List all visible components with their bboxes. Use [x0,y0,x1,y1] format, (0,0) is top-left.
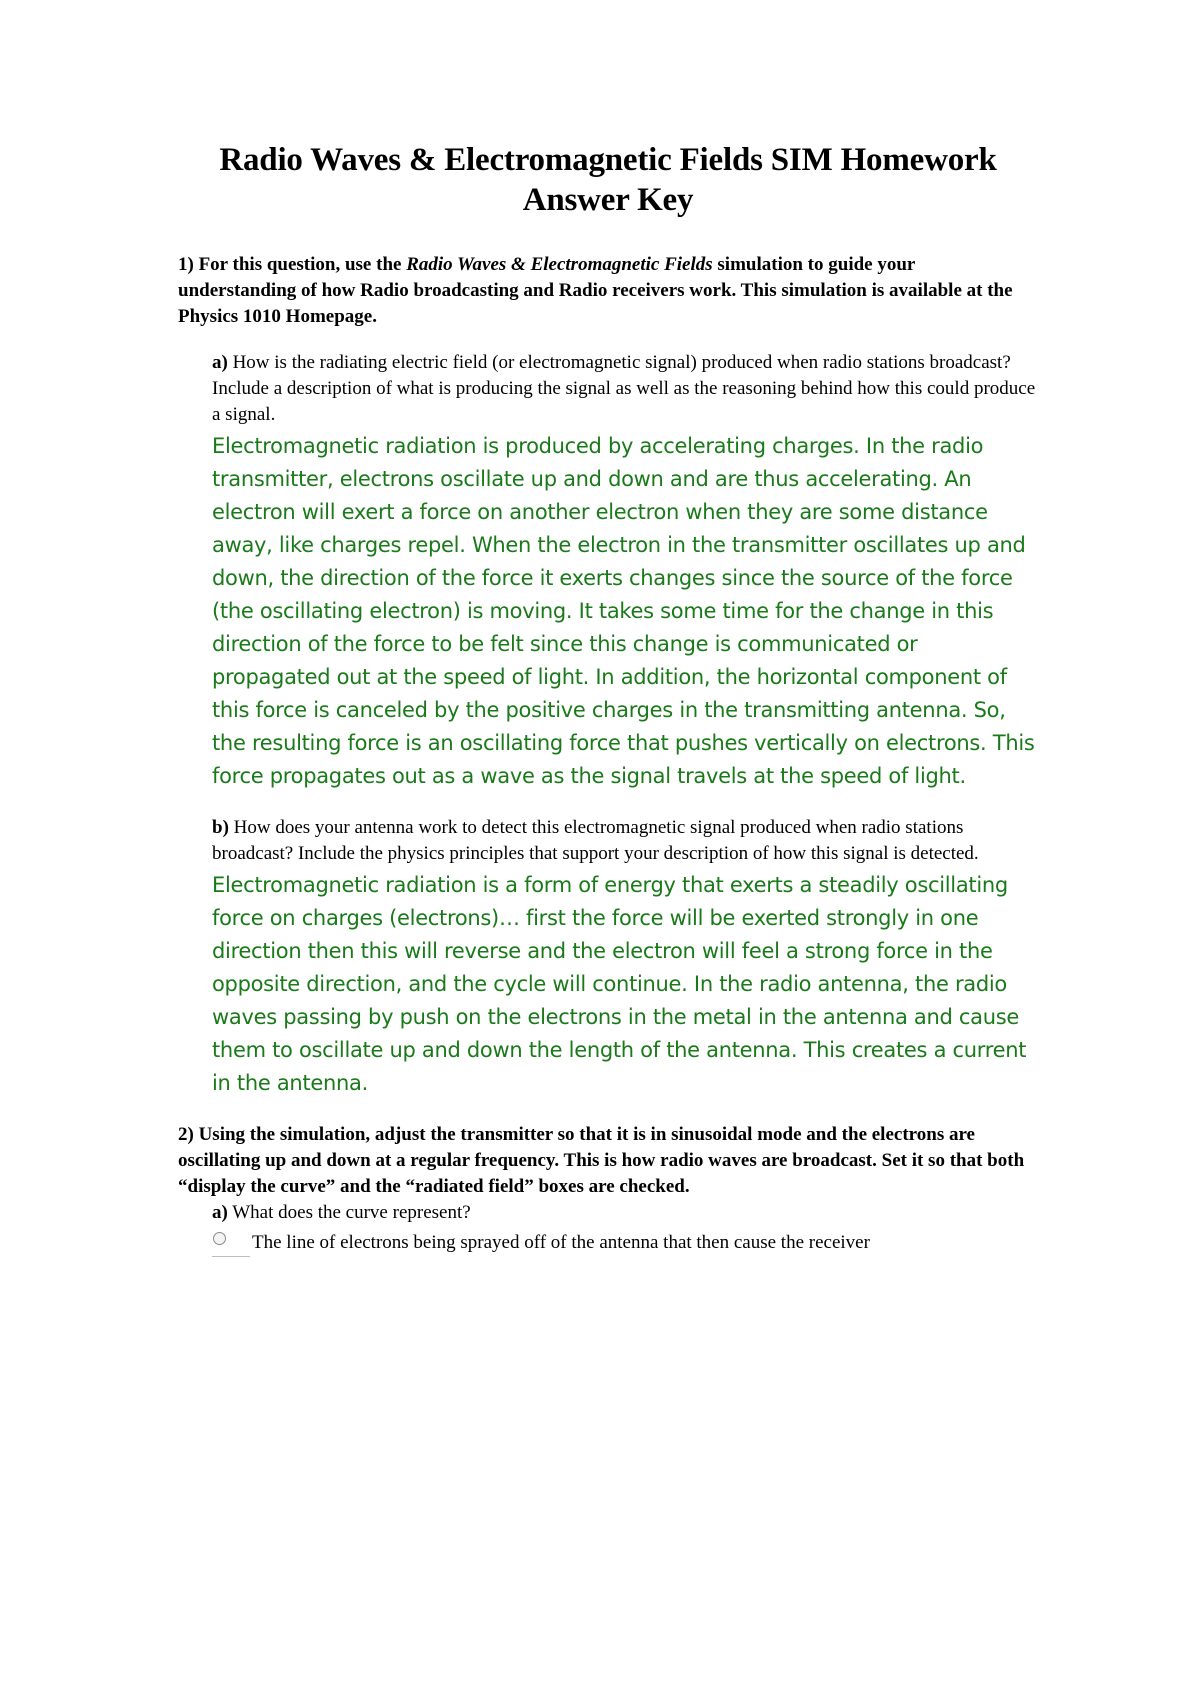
question-1a [212,350,1038,793]
simulation-name: Radio Waves & Electromagnetic Fields [406,254,713,275]
document-title [178,140,1038,220]
radio-button-icon[interactable] [212,1232,250,1257]
answer-1a: Electromagnetic radiation is produced by accelerating charges. In the radio transmitter, electrons oscillate up and down and are thus accelerating. An electron will exert a force on another electron when they are some distance away, like charges repel. When the electron in the transmitter oscillates up and down, the direction of the force it exerts changes since the source of the force (the oscillating electron) is moving. It takes some time for the change in this direction of the force to be felt since this change is communicated or propagated out at the speed of light. In addition, the horizontal component of this force is canceled by the positive charges in the transmitting antenna. So, the resulting force is an oscillating force that pushes vertically on electrons. This force propagates out as a wave as the signal travels at the speed of light. [212,434,1035,788]
question-1a-text: a) How is the radiating electric field (or electromagnetic signal) produced when radio stations broadcast? Include a description of what is producing the signal as well as the reasoning behind how this could produce a signal. [212,352,1036,425]
question-2a [212,1200,1038,1256]
question-1-intro: 1) For this question, use the Radio Waves & Electromagnetic Fields simulation to guide your understanding of how Radio broadcasting and Radio receivers work. This simulation is available at the Physics 1010 Homepage. [178,254,1013,327]
question-2a-text: a) What does the curve represent? [212,1202,471,1223]
document-page [178,140,1038,1256]
answer-option-1-label: The line of electrons being sprayed off of the antenna that then cause the receiver [252,1232,870,1253]
answer-1b: Electromagnetic radiation is a form of energy that exerts a steadily oscillating force on charges (electrons)… first the force will be exerted strongly in one direction then this will reverse and the electron will feel a strong force in the opposite direction, and the cycle will continue. In the radio antenna, the radio waves passing by push on the electrons in the metal in the antenna and cause them to oscillate up and down the length of the antenna. This creates a current in the antenna. [212,873,1027,1095]
title-line-2: Answer Key [522,182,694,218]
question-1b [212,815,1038,1100]
title-line-1: Radio Waves & Electromagnetic Fields SIM Homework [219,142,997,178]
question-2-intro: 2) Using the simulation, adjust the transmitter so that it is in sinusoidal mode and the electrons are oscillating up and down at a regular frequency. This is how radio waves are broadcast. Set it so that both “display the curve” and the “radiated field” boxes are checked. [178,1124,1025,1197]
question-1b-text: b) How does your antenna work to detect this electromagnetic signal produced when radio stations broadcast? Include the physics principles that support your description of how this signal is detected. [212,817,979,864]
answer-option-1[interactable] [212,1230,1038,1256]
